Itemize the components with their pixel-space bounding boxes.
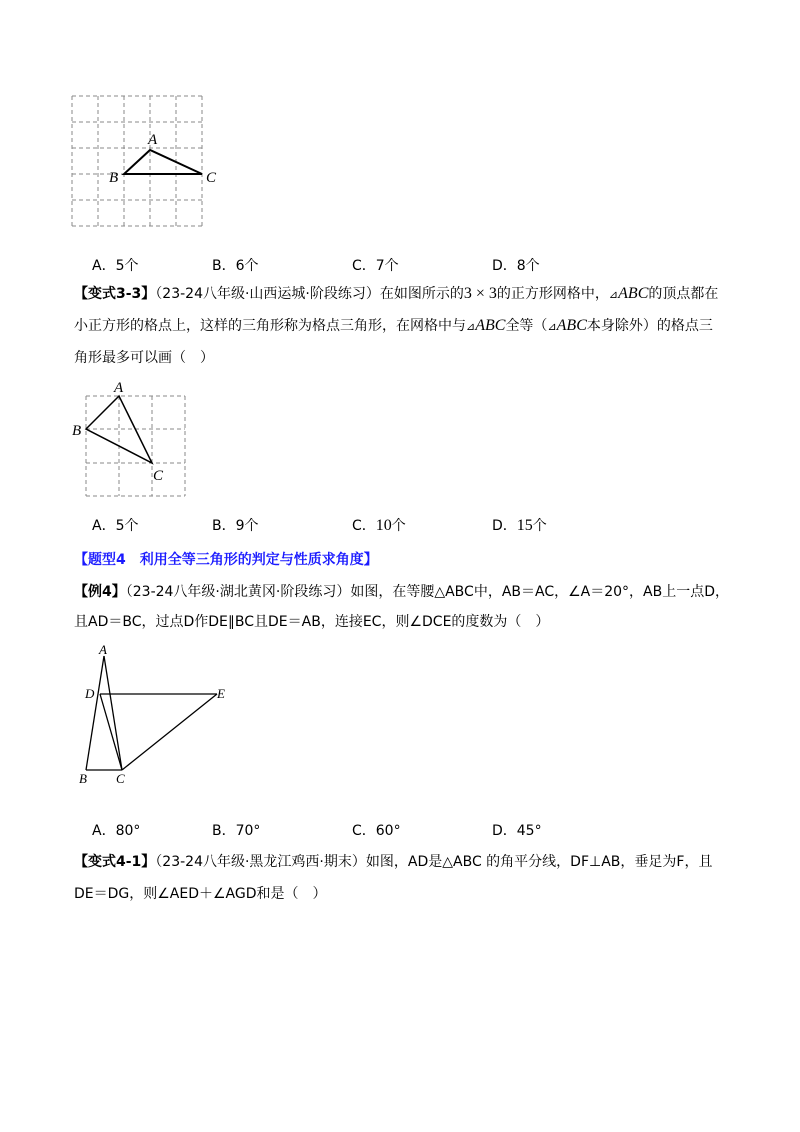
question-variant-3-3-line1 xyxy=(74,284,718,305)
triangle-symbol: ⊿ xyxy=(608,288,619,301)
question-variant-3-3-line2 xyxy=(74,316,713,337)
text-segment: 本身除外）的格点三 xyxy=(586,318,713,334)
figure-grid-triangle-1 xyxy=(60,88,230,233)
label-e: E xyxy=(217,686,225,701)
question-tag: 【变式4-1】 xyxy=(74,854,156,870)
figure-grid-triangle-2 xyxy=(64,376,194,501)
option-a: A．5个 xyxy=(92,258,139,274)
variant-4-1-line1 xyxy=(74,852,712,872)
option-c xyxy=(352,516,406,536)
option-d: D．8个 xyxy=(492,258,540,274)
text-segment: 在如图所示的 xyxy=(379,286,464,302)
dashed-grid xyxy=(86,396,185,496)
question-tag: 【例4】 xyxy=(74,584,126,600)
question-source: （23-24八年级·山西运城·阶段练习） xyxy=(155,286,380,302)
example-4-line1 xyxy=(74,582,729,602)
variant-4-1-line2: DE＝DG，则∠AED＋∠AGD和是（ ） xyxy=(74,886,327,902)
triangle-symbol: ⊿ xyxy=(466,320,476,333)
option-b: B．70° xyxy=(212,823,261,839)
label-a: A xyxy=(148,132,158,148)
option-number: 15 xyxy=(516,517,533,534)
option-letter: D． xyxy=(492,518,517,534)
math-abc: ABC xyxy=(475,317,506,334)
option-a: A．5个 xyxy=(92,518,139,534)
unit: 个 xyxy=(391,518,406,534)
text-segment: 全等（ xyxy=(505,318,548,334)
question-source: （23-24八年级·黑龙江鸡西·期末） xyxy=(155,854,366,870)
triangle-abc xyxy=(124,150,202,174)
option-b: B．6个 xyxy=(212,258,259,274)
segment-dc xyxy=(100,694,122,770)
segment-ac xyxy=(104,656,122,770)
option-d xyxy=(492,516,547,536)
segment-ab xyxy=(86,656,104,770)
label-b: B xyxy=(72,423,82,439)
math-abc: ABC xyxy=(618,285,649,302)
option-a: A．80° xyxy=(92,823,141,839)
question-source: （23-24八年级·湖北黄冈·阶段练习） xyxy=(125,584,351,600)
segment-ec xyxy=(122,694,217,770)
unit: 个 xyxy=(532,518,547,534)
label-c: C xyxy=(206,170,217,186)
option-b: B．9个 xyxy=(212,518,259,534)
option-c: C．7个 xyxy=(352,258,399,274)
option-number: 10 xyxy=(375,517,392,534)
option-d: D．45° xyxy=(492,823,542,839)
grid-size: 3 × 3 xyxy=(463,285,497,302)
label-a: A xyxy=(99,642,107,657)
math-abc: ABC xyxy=(556,317,587,334)
triangle-symbol: ⊿ xyxy=(547,320,557,333)
text-segment: 的顶点都在 xyxy=(648,286,719,302)
option-letter: C． xyxy=(352,518,376,534)
question-variant-3-3-line3: 角形最多可以画（ ） xyxy=(74,350,214,366)
figure-isosceles-triangle xyxy=(72,642,242,790)
text-segment: 如图，在等腰△ABC中，AB＝AC，∠A＝20°，AB上一点D， xyxy=(350,584,730,600)
label-d: D xyxy=(85,686,95,701)
option-c: C．60° xyxy=(352,823,401,839)
label-a: A xyxy=(114,380,124,396)
example-4-line2: 且AD＝BC，过点D作DE∥BC且DE＝AB，连接EC，则∠DCE的度数为（ ） xyxy=(74,614,550,630)
text-segment: 如图，AD是△ABC 的角平分线，DF⊥AB，垂足为F，且 xyxy=(365,854,713,870)
section-heading: 【题型4 利用全等三角形的判定与性质求角度】 xyxy=(74,552,378,568)
label-c: C xyxy=(153,468,164,484)
question-tag: 【变式3-3】 xyxy=(74,286,156,302)
text-segment: 的正方形网格中， xyxy=(496,286,609,302)
label-c: C xyxy=(116,771,125,786)
text-segment: 小正方形的格点上，这样的三角形称为格点三角形，在网格中与 xyxy=(74,318,466,334)
label-b: B xyxy=(79,771,87,786)
label-b: B xyxy=(109,170,119,186)
